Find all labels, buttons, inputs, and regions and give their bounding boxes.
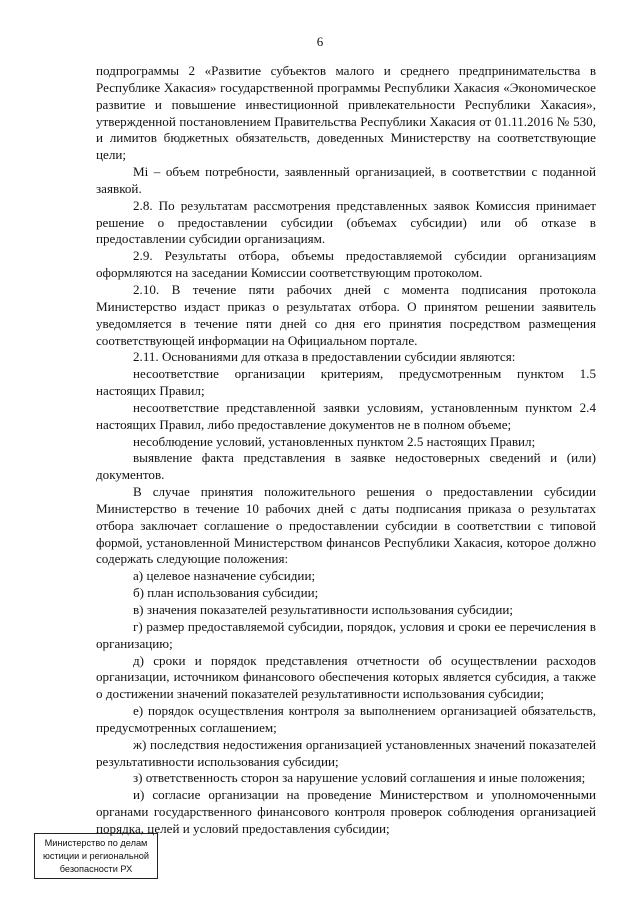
document-body (96, 63, 596, 838)
paragraph: выявление факта представления в заявке недостоверных сведений и (или) документов. (96, 450, 596, 483)
paragraph: 2.10. В течение пяти рабочих дней с момента подписания протокола Министерство издаст приказ о результатах отбора. О принятом решении заявитель уведомляется в течение пяти дней со дня его принятия посредством размещения соответствующей информации на Официальном портале. (96, 281, 596, 348)
paragraph: е) порядок осуществления контроля за выполнением организацией обязательств, предусмотренных соглашением; (96, 703, 596, 735)
paragraph: 2.8. По результатам рассмотрения представленных заявок Комиссия принимает решение о предоставлении субсидии (объемах субсидии) или об отказе в предоставлении субсидии организациям. (96, 197, 596, 247)
paragraph: ж) последствия недостижения организацией установленных значений показателей результативности использования субсидии; (96, 736, 596, 769)
paragraph: а) целевое назначение субсидии; (133, 568, 316, 584)
paragraph: несоблюдение условий, установленных пунктом 2.5 настоящих Правил; (133, 433, 536, 449)
page-number: 6 (316, 34, 324, 49)
paragraph: 2.11. Основаниями для отказа в предоставлении субсидии являются: (133, 349, 516, 365)
paragraph: б) план использования субсидии; (133, 585, 319, 601)
paragraph: в) значения показателей результативности использования субсидии; (133, 602, 513, 617)
paragraph: несоответствие организации критериям, предусмотренным пунктом 1.5 настоящих Правил; (96, 366, 596, 399)
paragraph: Mi – объем потребности, заявленный организацией, в соответствии с поданной заявкой. (96, 164, 596, 196)
paragraph: подпрограммы 2 «Развитие субъектов малого и среднего предпринимательства в Республике Хакасия» государственной программы Республики Хакасия «Экономическое развитие и повышение инвестиционной привлекательности Республики Хакасия», утвержденной постановлением Правительства Республики Хакасия от 01.11.2016 № 530, и лимитов бюджетных обязательств, доведенных Министерству на соответствующие цели; (96, 63, 596, 163)
stamp-line-3: безопасности РХ (59, 864, 133, 874)
paragraph: 2.9. Результаты отбора, объемы предоставляемой субсидии организациям оформляются на заседании Комиссии соответствующим протоколом. (96, 248, 596, 281)
stamp-line-2: юстиции и региональной (42, 851, 150, 861)
registration-stamp (34, 833, 158, 879)
paragraph: д) сроки и порядок представления отчетности об осуществлении расходов организации, источником финансового обеспечения которых является субсидия, а также о достижении значений показателей результативности использования субсидии; (96, 652, 596, 702)
paragraph: з) ответственность сторон за нарушение условий соглашения и иные положения; (133, 770, 586, 786)
stamp-line-1: Министерство по делам (44, 838, 148, 848)
paragraph: г) размер предоставляемой субсидии, порядок, условия и сроки ее перечисления в организацию; (96, 618, 596, 651)
paragraph: и) согласие организации на проведение Министерством и уполномоченными органами государственного финансового контроля проверок соблюдения организацией порядка, целей и условий предоставления субсидии; (96, 787, 596, 836)
paragraph: несоответствие представленной заявки условиям, установленным пунктом 2.4 настоящих Правил, либо предоставление документов не в полном объеме; (96, 399, 596, 432)
paragraph: В случае принятия положительного решения о предоставлении субсидии Министерство в течение 10 рабочих дней с даты подписания приказа о результатах отбора заключает соглашение о предоставлении субсидии в соответствии с типовой формой, установленной Министерством финансов Республики Хакасия, которое должно содержать следующие положения: (96, 484, 596, 567)
